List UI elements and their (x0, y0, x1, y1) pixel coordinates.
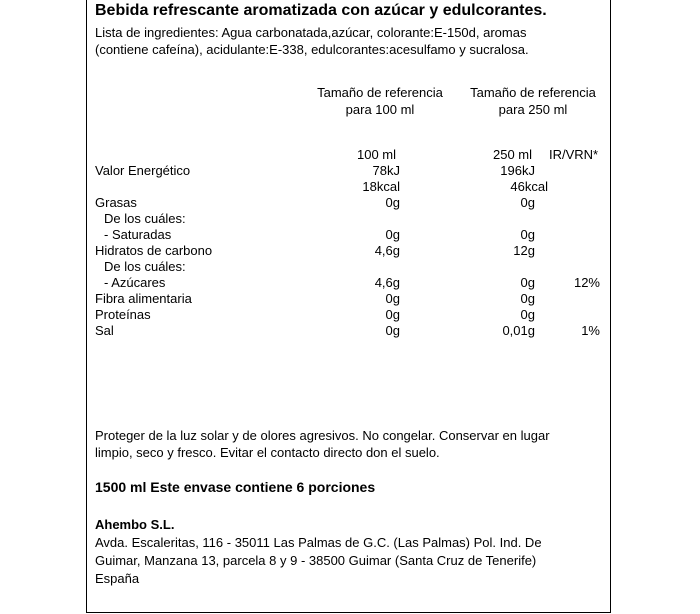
row-value-ir: 12% (573, 275, 600, 290)
portions-info: 1500 ml Este envase contiene 6 porciones (95, 479, 376, 495)
address-line: Avda. Escaleritas, 116 - 35011 Las Palmas de G.C. (Las Palmas) Pol. Ind. De (95, 535, 542, 550)
row-label: - Saturadas (104, 227, 172, 242)
header-line: Tamaño de referencia (317, 85, 443, 100)
row-value-100ml: 0g (385, 291, 400, 306)
row-label: Hidratos de carbono (95, 243, 213, 258)
row-value-100ml: 4,6g (374, 243, 400, 258)
row-value-ir: 1% (581, 323, 600, 338)
row-value-100ml: 78kJ (372, 163, 400, 178)
address-line: España (95, 571, 140, 586)
row-value-250ml: 12g (513, 243, 535, 258)
row-value-100ml: 0g (385, 307, 400, 322)
row-label: De los cuáles: (104, 211, 186, 226)
row-value-250ml: 0g (520, 227, 535, 242)
ingredients-line: (contiene cafeína), acidulante:E-338, edulcorantes:acesulfamo y sucralosa. (95, 42, 529, 57)
row-value-250ml: 0g (520, 195, 535, 210)
row-label: Fibra alimentaria (95, 291, 192, 306)
row-value-100ml: 0g (385, 195, 400, 210)
row-label: - Azúcares (104, 275, 166, 290)
column-header-250ml (458, 84, 608, 118)
row-label: Proteínas (95, 307, 151, 322)
ingredients-line: Lista de ingredientes: Agua carbonatada,azúcar, colorante:E-150d, aromas (95, 25, 527, 40)
row-value-100ml: 18kcal (362, 179, 400, 194)
row-label: Grasas (95, 195, 137, 210)
row-value-100ml: 4,6g (374, 275, 400, 290)
address-line: Guimar, Manzana 13, parcela 8 y 9 - 38500 Guimar (Santa Cruz de Tenerife) (95, 553, 537, 568)
header-line: para 250 ml (498, 102, 568, 117)
storage-line: limpio, seco y fresco. Evitar el contacto directo don el suelo. (95, 445, 440, 460)
row-value-250ml: 0g (520, 275, 535, 290)
product-title: Bebida refrescante aromatizada con azúcar y edulcorantes. (95, 2, 547, 19)
company-name: Ahembo S.L. (95, 517, 175, 532)
row-label: Valor Energético (95, 163, 191, 178)
unit-ir-vrn: IR/VRN* (549, 147, 599, 162)
row-value-250ml: 196kJ (500, 163, 535, 178)
row-value-250ml: 0g (520, 291, 535, 306)
row-value-250ml: 0,01g (502, 323, 535, 338)
row-value-250ml: 46kcal (510, 179, 548, 194)
row-label: Sal (95, 323, 114, 338)
unit-250ml: 250 ml (493, 147, 533, 162)
row-value-100ml: 0g (385, 227, 400, 242)
header-line: para 100 ml (345, 102, 415, 117)
header-line: Tamaño de referencia (470, 85, 596, 100)
company-address (95, 534, 595, 588)
ingredients-list (95, 24, 595, 58)
row-value-250ml: 0g (520, 307, 535, 322)
row-value-100ml: 0g (385, 323, 400, 338)
row-label: De los cuáles: (104, 259, 186, 274)
storage-line: Proteger de la luz solar y de olores agresivos. No congelar. Conservar en lugar (95, 428, 550, 443)
column-header-100ml (305, 84, 455, 118)
storage-instructions (95, 427, 595, 461)
unit-100ml: 100 ml (357, 147, 397, 162)
